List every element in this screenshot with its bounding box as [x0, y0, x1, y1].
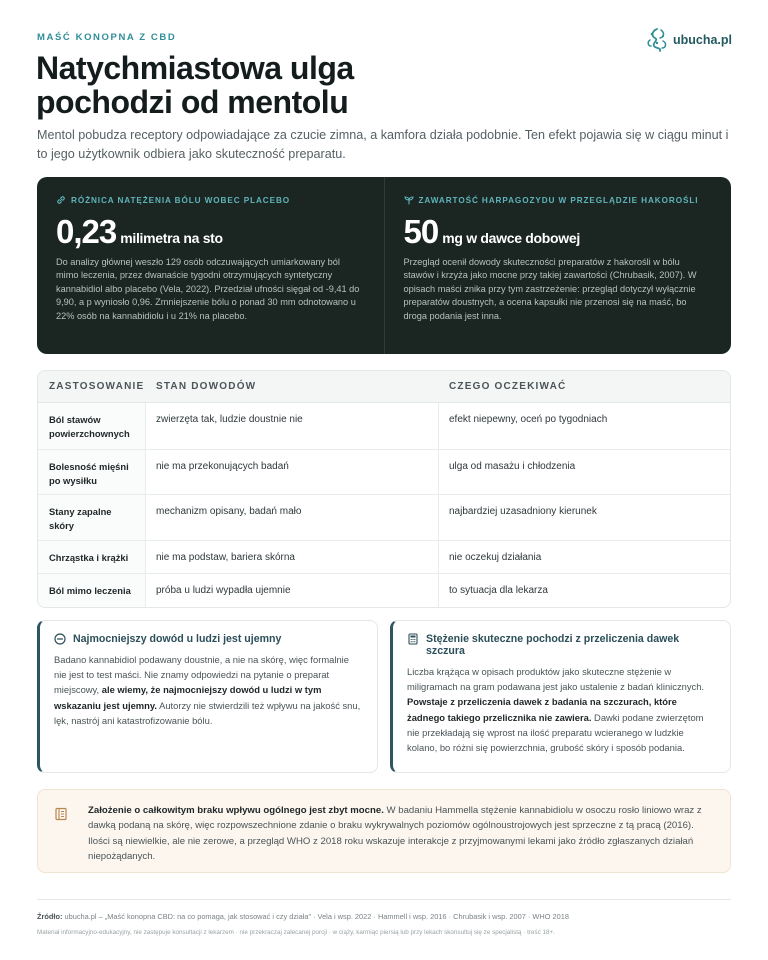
row-evidence: mechanizm opisany, badań mało	[146, 495, 439, 540]
page-title	[36, 51, 556, 119]
table-row	[38, 574, 730, 607]
title-line-1: Natychmiastowa ulga	[36, 50, 354, 86]
note-text: Założenie o całkowitym braku wpływu ogólnego jest zbyt mocne. W badaniu Hammella stężenie kannabidiolu w osoczu rosło liniowo wraz z dawką podaną na skórę, więc rozpowszechnione zdanie o braku wykrywalnych poziomów ogólnoustrojowych jest sprzeczne z tą pracą (2016). Ilości są niewielkie, ale nie zerowe, a przegląd WHO z 2018 roku wskazuje interakcje z przyjmowanymi lekami jako źródło zgłaszanych działań niepożądanych.	[88, 805, 702, 863]
logo-text: ubucha.pl	[672, 33, 732, 47]
table-row	[38, 450, 730, 495]
card-title: Stężenie skuteczne pochodzi z przeliczenia dawek szczura	[426, 633, 680, 657]
row-evidence: nie ma podstaw, bariera skórna	[146, 541, 439, 573]
disclaimer: Materiał informacyjno-edukacyjny, nie zastępuje konsultacji z lekarzem · nie przekraczaj zalecanej porcji · w ciąży, karmiąc piersią lub przy lekach skonsultuj się ze specjalistą · treść 18+.	[37, 929, 555, 936]
evidence-table	[37, 370, 731, 608]
stat-unit: milimetra na sto	[120, 230, 223, 246]
stats-panel	[37, 177, 731, 354]
card-rat-dose-conversion	[390, 620, 731, 773]
table-header	[38, 371, 730, 403]
card-negative-evidence	[37, 620, 378, 773]
row-use: Bolesność mięśni po wysiłku	[38, 450, 146, 494]
column-header-use: ZASTOSOWANIE	[49, 381, 145, 392]
calculator-icon	[407, 633, 419, 645]
minus-circle-icon	[54, 633, 66, 645]
card-body: Badano kannabidiol podawany doustnie, a nie na skórę, więc formalnie nie jest to test maści. Nie znamy odpowiedzi na pytanie o preparat miejscowy, ale wiemy, że najmocniejszy dowód u ludzi w tym wskazaniu jest ujemny. Autorzy nie stwierdzili też wpływu na jakość snu, lęk, nastrój ani katastrofizowanie bólu.	[54, 654, 361, 726]
stat-value: 0,23	[56, 213, 117, 250]
row-use: Stany zapalne skóry	[38, 495, 146, 540]
stat-description: Przegląd ocenił dowody skuteczności preparatów z hakorośli w bólu stawów i krzyża jako mocne przy takiej zawartości (Chrubasik, 2007). W opisach maści znika przy tym zastrzeżenie: przegląd dotyczył wyłącznie preparatów doustnych, a ocena kapsułki nie przenosi się na maść, bo droga podania jest inna.	[403, 257, 697, 321]
table-row	[38, 495, 730, 541]
row-use: Ból mimo leczenia	[38, 574, 146, 607]
row-expect: to sytuacja dla lekarza	[449, 585, 548, 596]
card-body-emphasis: ale wiemy, że najmocniejszy dowód u ludzi w tym wskazaniu jest ujemny.	[54, 684, 322, 711]
row-expect: efekt niepewny, oceń po tygodniach	[449, 414, 608, 425]
row-use: Ból stawów powierzchownych	[38, 403, 146, 449]
title-line-2: pochodzi od mentolu	[36, 84, 349, 120]
note-emphasis: Założenie o całkowitym braku wpływu ogólnego jest zbyt mocne.	[88, 805, 384, 816]
row-expect: nie oczekuj działania	[449, 552, 542, 563]
stat-pain-difference	[37, 177, 384, 354]
lead-paragraph: Mentol pobudza receptory odpowiadające za czucie zimna, a kamfora działa podobnie. Ten efekt pojawia się w ciągu minut i to jego użytkownik odbiera jako skuteczność preparatu.	[37, 128, 729, 161]
stat-harpagoside-content	[384, 177, 732, 354]
sprout-icon	[404, 195, 414, 205]
row-evidence: zwierzęta tak, ludzie doustnie nie	[146, 403, 439, 449]
card-body: Liczba krążąca w opisach produktów jako skuteczne stężenie w miligramach na gram podawana jest jako ustalenie z badań klinicznych. Powstaje z przeliczenia dawek z badania na szczurach, które żadnego takiego przelicznika nie zawiera. Dawki podane zwierzętom nie przekładają się wprost na ilość preparatu wcieranego w ludzkie kolano, bo różni się powierzchnia, grubość skóry i sposób podania.	[407, 666, 705, 754]
table-row	[38, 541, 730, 574]
eyebrow-category: MAŚĆ KONOPNA Z CBD	[37, 32, 177, 43]
row-evidence: próba u ludzi wypadła ujemnie	[146, 574, 439, 607]
column-header-evidence: STAN DOWODÓW	[156, 381, 257, 392]
footer-divider	[37, 899, 731, 900]
row-evidence: nie ma przekonujących badań	[146, 450, 439, 494]
row-expect: najbardziej uzasadniony kierunek	[449, 506, 597, 517]
card-title: Najmocniejszy dowód u ludzi jest ujemny	[73, 633, 282, 645]
link-icon	[56, 195, 66, 205]
row-expect: ulga od masażu i chłodzenia	[449, 461, 576, 472]
stat-label: ZAWARTOŚĆ HARPAGOZYDU W PRZEGLĄDZIE HAKOROŚLI	[418, 195, 699, 205]
notebook-icon	[54, 807, 68, 821]
stat-label: RÓŻNICA NATĘŻENIA BÓLU WOBEC PLACEBO	[71, 195, 291, 205]
row-use: Chrząstka i krążki	[38, 541, 146, 573]
site-logo[interactable]	[646, 27, 732, 53]
stat-unit: mg w dawce dobowej	[442, 230, 580, 246]
source-text: ubucha.pl – „Maść konopna CBD: na co pomaga, jak stosować i czy działa” · Vela i wsp. 2022 · Hammell i wsp. 2016 · Chrubasik i wsp. 2007 · WHO 2018	[62, 912, 569, 921]
stat-value: 50	[403, 213, 439, 250]
source-line	[37, 912, 569, 921]
table-row	[38, 403, 730, 450]
systemic-effect-note	[37, 789, 731, 873]
stat-description: Do analizy głównej weszło 129 osób odczuwających umiarkowany ból mimo leczenia, przez dwanaście tygodni otrzymujących syntetyczny kannabidiol albo placebo (Vela, 2022). Przedział ufności sięgał od -9,41 do 9,90, a p wyniosło 0,96. Zmniejszenie bólu o ponad 30 mm odnotowano u 22% osób na kannabidiolu i u 21% na placebo.	[56, 257, 360, 321]
kombucha-logo-icon	[646, 27, 668, 53]
column-header-expect: CZEGO OCZEKIWAĆ	[449, 381, 567, 392]
source-label: Źródło:	[37, 912, 63, 921]
card-body-emphasis: Powstaje z przeliczenia dawek z badania na szczurach, które żadnego takiego przelicznika nie zawiera.	[407, 696, 677, 723]
